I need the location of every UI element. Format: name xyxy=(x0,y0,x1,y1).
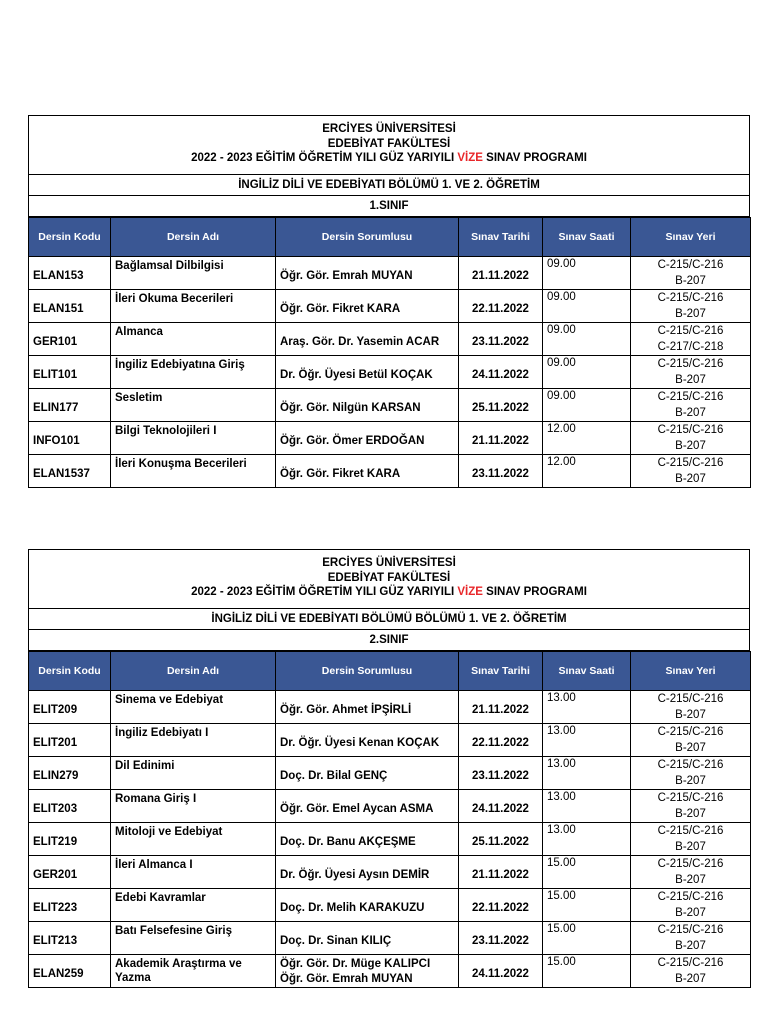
exam-time-text: 15.00 xyxy=(547,857,576,869)
course-code xyxy=(29,323,111,356)
course-code xyxy=(29,823,111,856)
table-row xyxy=(29,856,751,889)
exam-time xyxy=(543,691,631,724)
course-code-text: ELAN259 xyxy=(33,968,84,980)
course-code xyxy=(29,889,111,922)
exam-place xyxy=(631,922,751,955)
exam-date-text: 21.11.2022 xyxy=(472,270,529,282)
exam-place-line-1: C-215/C-216 xyxy=(657,259,724,271)
course-name xyxy=(111,389,276,422)
column-header: Sınav Saati xyxy=(543,652,631,691)
course-name-text: Bilgi Teknolojileri I xyxy=(115,425,217,437)
exam-place-line-2: B-207 xyxy=(675,473,706,485)
instructor xyxy=(276,922,459,955)
column-header: Dersin Sorumlusu xyxy=(276,218,459,257)
document-header xyxy=(28,549,750,609)
table-row xyxy=(29,323,751,356)
exam-place xyxy=(631,856,751,889)
column-header: Dersin Adı xyxy=(111,218,276,257)
instructor-text-2: Öğr. Gör. Emrah MUYAN xyxy=(280,973,413,985)
exam-time-text: 12.00 xyxy=(547,456,576,468)
class-title: 2.SINIF xyxy=(28,630,750,651)
exam-place xyxy=(631,955,751,988)
course-code-text: ELIT219 xyxy=(33,836,78,848)
exam-time-text: 09.00 xyxy=(547,291,576,303)
exam-date xyxy=(459,323,543,356)
course-code-text: ELIN279 xyxy=(33,770,79,782)
exam-date-text: 21.11.2022 xyxy=(472,704,529,716)
course-name xyxy=(111,356,276,389)
instructor-text: Dr. Öğr. Üyesi Betül KOÇAK xyxy=(280,368,433,381)
exam-place-line-2: B-207 xyxy=(675,808,706,820)
exam-time-text: 09.00 xyxy=(547,390,576,402)
exam-time xyxy=(543,790,631,823)
course-code-text: ELAN1537 xyxy=(33,468,90,480)
exam-date-text: 24.11.2022 xyxy=(472,968,529,980)
exam-time-text: 09.00 xyxy=(547,258,576,270)
course-name xyxy=(111,323,276,356)
course-name xyxy=(111,790,276,823)
faculty-name: EDEBİYAT FAKÜLTESİ xyxy=(327,137,451,150)
exam-time xyxy=(543,922,631,955)
course-name-text: İleri Almanca I xyxy=(115,859,193,871)
exam-place xyxy=(631,790,751,823)
exam-time xyxy=(543,290,631,323)
course-name-text: Mitoloji ve Edebiyat xyxy=(115,826,223,838)
exam-place xyxy=(631,691,751,724)
course-name-text: Sinema ve Edebiyat xyxy=(115,694,224,706)
exam-place-line-2: B-207 xyxy=(675,841,706,853)
table-row xyxy=(29,455,751,488)
course-code xyxy=(29,389,111,422)
instructor-text: Doç. Dr. Banu AKÇEŞME xyxy=(280,835,416,848)
exam-time xyxy=(543,422,631,455)
program-highlight: VİZE xyxy=(457,586,483,598)
course-code-text: ELIT203 xyxy=(33,803,78,815)
exam-date-text: 21.11.2022 xyxy=(472,869,529,881)
exam-date xyxy=(459,455,543,488)
course-name xyxy=(111,691,276,724)
column-header: Sınav Yeri xyxy=(631,652,751,691)
instructor xyxy=(276,856,459,889)
exam-date xyxy=(459,724,543,757)
instructor-text: Öğr. Gör. Fikret KARA xyxy=(280,467,401,480)
course-name-text: Almanca xyxy=(115,326,163,338)
program-highlight: VİZE xyxy=(457,152,483,164)
department-title: İNGİLİZ DİLİ VE EDEBİYATI BÖLÜMÜ BÖLÜMÜ 1. VE 2. ÖĞRETİM xyxy=(28,609,750,630)
table-row xyxy=(29,823,751,856)
instructor xyxy=(276,356,459,389)
exam-place xyxy=(631,257,751,290)
instructor-text: Öğr. Gör. Ömer ERDOĞAN xyxy=(280,434,425,447)
exam-place-line-1: C-215/C-216 xyxy=(657,358,724,370)
instructor-text: Doç. Dr. Bilal GENÇ xyxy=(280,769,388,782)
exam-date xyxy=(459,922,543,955)
column-header: Sınav Tarihi xyxy=(459,652,543,691)
course-code xyxy=(29,922,111,955)
exam-date-text: 21.11.2022 xyxy=(472,435,529,447)
exam-time xyxy=(543,389,631,422)
course-name xyxy=(111,823,276,856)
exam-table xyxy=(28,651,751,988)
table-row xyxy=(29,257,751,290)
exam-place-line-1: C-215/C-216 xyxy=(657,325,724,337)
table-row xyxy=(29,889,751,922)
course-name xyxy=(111,922,276,955)
exam-place-line-2: B-207 xyxy=(675,308,706,320)
instructor-text: Doç. Dr. Sinan KILIÇ xyxy=(280,934,392,947)
table-header-row xyxy=(29,218,751,257)
course-code xyxy=(29,257,111,290)
exam-date xyxy=(459,422,543,455)
table-header-row xyxy=(29,652,751,691)
course-name xyxy=(111,422,276,455)
table-row xyxy=(29,691,751,724)
exam-date-text: 23.11.2022 xyxy=(472,468,529,480)
university-name: ERCİYES ÜNİVERSİTESİ xyxy=(322,557,456,569)
course-code xyxy=(29,955,111,988)
exam-place-line-2: B-207 xyxy=(675,742,706,754)
university-name: ERCİYES ÜNİVERSİTESİ xyxy=(322,123,456,135)
table-row xyxy=(29,790,751,823)
exam-place xyxy=(631,823,751,856)
exam-time-text: 13.00 xyxy=(547,791,576,803)
exam-place-line-2: B-207 xyxy=(675,907,706,919)
course-code-text: ELAN153 xyxy=(33,270,84,282)
exam-time-text: 09.00 xyxy=(547,324,576,336)
exam-time xyxy=(543,257,631,290)
faculty-name: EDEBİYAT FAKÜLTESİ xyxy=(327,571,451,584)
exam-time xyxy=(543,856,631,889)
course-code xyxy=(29,757,111,790)
exam-place-line-2: B-207 xyxy=(675,973,706,985)
exam-date xyxy=(459,856,543,889)
course-code-text: ELIT101 xyxy=(33,369,78,381)
instructor-text: Öğr. Gör. Nilgün KARSAN xyxy=(280,401,421,414)
column-header: Dersin Sorumlusu xyxy=(276,652,459,691)
exam-date xyxy=(459,389,543,422)
course-name-text: İleri Konuşma Becerileri xyxy=(115,458,247,470)
exam-place xyxy=(631,389,751,422)
exam-date xyxy=(459,257,543,290)
exam-place-line-2: B-207 xyxy=(675,407,706,419)
exam-date xyxy=(459,691,543,724)
exam-place-line-1: C-215/C-216 xyxy=(657,924,724,936)
course-code xyxy=(29,356,111,389)
instructor xyxy=(276,323,459,356)
exam-date-text: 24.11.2022 xyxy=(472,369,529,381)
exam-place-line-2: B-207 xyxy=(675,440,706,452)
course-code-text: ELIT209 xyxy=(33,704,78,716)
course-code xyxy=(29,856,111,889)
exam-time xyxy=(543,724,631,757)
course-code-text: ELIT213 xyxy=(33,935,78,947)
course-code-text: INFO101 xyxy=(33,435,80,447)
exam-place-line-1: C-215/C-216 xyxy=(657,825,724,837)
course-name-text: Bağlamsal Dilbilgisi xyxy=(115,260,224,272)
course-name-text: Batı Felsefesine Giriş xyxy=(115,925,232,937)
column-header: Sınav Yeri xyxy=(631,218,751,257)
program-title: 2022 - 2023 EĞİTİM ÖĞRETİM YILI GÜZ YARIYILI VİZE SINAV PROGRAMI xyxy=(191,586,587,598)
program-title: 2022 - 2023 EĞİTİM ÖĞRETİM YILI GÜZ YARIYILI VİZE SINAV PROGRAMI xyxy=(191,152,587,164)
department-title: İNGİLİZ DİLİ VE EDEBİYATI BÖLÜMÜ 1. VE 2. ÖĞRETİM xyxy=(28,175,750,196)
exam-place-line-2: B-207 xyxy=(675,275,706,287)
course-code xyxy=(29,724,111,757)
column-header: Sınav Saati xyxy=(543,218,631,257)
column-header: Sınav Tarihi xyxy=(459,218,543,257)
course-code xyxy=(29,455,111,488)
exam-date-text: 22.11.2022 xyxy=(472,737,529,749)
table-row xyxy=(29,757,751,790)
exam-date xyxy=(459,757,543,790)
course-name-text: Dil Edinimi xyxy=(115,760,175,772)
instructor-text: Öğr. Gör. Dr. Müge KALIPCI xyxy=(280,958,431,970)
exam-date xyxy=(459,823,543,856)
exam-place-line-1: C-215/C-216 xyxy=(657,891,724,903)
exam-date-text: 22.11.2022 xyxy=(472,902,529,914)
course-code-text: ELIT201 xyxy=(33,737,78,749)
course-name xyxy=(111,955,276,988)
exam-place xyxy=(631,455,751,488)
exam-date xyxy=(459,356,543,389)
course-code-text: ELIT223 xyxy=(33,902,78,914)
table-row xyxy=(29,724,751,757)
exam-time-text: 15.00 xyxy=(547,890,576,902)
exam-time xyxy=(543,757,631,790)
instructor xyxy=(276,724,459,757)
instructor xyxy=(276,955,459,988)
exam-date-text: 24.11.2022 xyxy=(472,803,529,815)
instructor xyxy=(276,290,459,323)
exam-time-text: 13.00 xyxy=(547,692,576,704)
exam-place xyxy=(631,889,751,922)
course-code xyxy=(29,691,111,724)
instructor-text: Öğr. Gör. Fikret KARA xyxy=(280,302,401,315)
column-header: Dersin Kodu xyxy=(29,218,111,257)
instructor xyxy=(276,422,459,455)
instructor-text: Doç. Dr. Melih KARAKUZU xyxy=(280,901,425,914)
instructor xyxy=(276,389,459,422)
exam-time xyxy=(543,323,631,356)
course-name-text: İngiliz Edebiyatına Giriş xyxy=(115,359,245,371)
instructor xyxy=(276,691,459,724)
exam-date-text: 23.11.2022 xyxy=(472,336,529,348)
table-row xyxy=(29,356,751,389)
instructor xyxy=(276,455,459,488)
exam-place-line-2: B-207 xyxy=(675,940,706,952)
exam-time xyxy=(543,823,631,856)
instructor xyxy=(276,823,459,856)
course-name xyxy=(111,455,276,488)
table-row xyxy=(29,389,751,422)
exam-time xyxy=(543,455,631,488)
instructor xyxy=(276,889,459,922)
exam-place xyxy=(631,323,751,356)
course-name-text: Akademik Araştırma ve Yazma xyxy=(115,958,242,984)
exam-place-line-2: B-207 xyxy=(675,775,706,787)
course-name xyxy=(111,290,276,323)
instructor-text: Araş. Gör. Dr. Yasemin ACAR xyxy=(280,335,440,348)
exam-place xyxy=(631,757,751,790)
exam-place-line-2: B-207 xyxy=(675,874,706,886)
exam-place-line-1: C-215/C-216 xyxy=(657,759,724,771)
exam-date-text: 23.11.2022 xyxy=(472,935,529,947)
instructor xyxy=(276,757,459,790)
exam-time-text: 12.00 xyxy=(547,423,576,435)
exam-place xyxy=(631,290,751,323)
course-name xyxy=(111,724,276,757)
table-row xyxy=(29,422,751,455)
instructor xyxy=(276,790,459,823)
exam-date xyxy=(459,290,543,323)
course-name xyxy=(111,856,276,889)
exam-place-line-1: C-215/C-216 xyxy=(657,792,724,804)
exam-place-line-1: C-215/C-216 xyxy=(657,957,724,969)
exam-time-text: 15.00 xyxy=(547,956,576,968)
exam-place-line-1: C-215/C-216 xyxy=(657,457,724,469)
exam-date-text: 22.11.2022 xyxy=(472,303,529,315)
instructor-text: Dr. Öğr. Üyesi Aysın DEMİR xyxy=(280,868,430,881)
exam-place xyxy=(631,724,751,757)
course-name xyxy=(111,889,276,922)
course-code-text: ELIN177 xyxy=(33,402,79,414)
course-code xyxy=(29,422,111,455)
course-name xyxy=(111,757,276,790)
course-code-text: GER201 xyxy=(33,869,78,881)
instructor xyxy=(276,257,459,290)
course-name-text: İleri Okuma Becerileri xyxy=(115,293,234,305)
exam-date xyxy=(459,889,543,922)
exam-date xyxy=(459,790,543,823)
course-name-text: Romana Giriş I xyxy=(115,793,197,805)
exam-date xyxy=(459,955,543,988)
exam-place-line-2: B-207 xyxy=(675,374,706,386)
exam-schedule-2nd-year xyxy=(28,549,750,988)
exam-place-line-1: C-215/C-216 xyxy=(657,292,724,304)
course-code-text: ELAN151 xyxy=(33,303,84,315)
course-name xyxy=(111,257,276,290)
instructor-text: Öğr. Gör. Emel Aycan ASMA xyxy=(280,802,434,815)
exam-place-line-2: B-207 xyxy=(675,709,706,721)
exam-time xyxy=(543,955,631,988)
course-code xyxy=(29,790,111,823)
column-header: Dersin Kodu xyxy=(29,652,111,691)
course-name-text: İngiliz Edebiyatı I xyxy=(115,727,209,739)
exam-time-text: 13.00 xyxy=(547,824,576,836)
exam-place xyxy=(631,356,751,389)
course-code xyxy=(29,290,111,323)
exam-time-text: 09.00 xyxy=(547,357,576,369)
class-title: 1.SINIF xyxy=(28,196,750,217)
exam-date-text: 23.11.2022 xyxy=(472,770,529,782)
exam-place xyxy=(631,422,751,455)
exam-time xyxy=(543,889,631,922)
course-name-text: Edebi Kavramlar xyxy=(115,892,206,904)
table-row xyxy=(29,290,751,323)
exam-place-line-1: C-215/C-216 xyxy=(657,424,724,436)
exam-date-text: 25.11.2022 xyxy=(472,402,529,414)
exam-place-line-1: C-215/C-216 xyxy=(657,391,724,403)
exam-table xyxy=(28,217,751,488)
exam-date-text: 25.11.2022 xyxy=(472,836,529,848)
course-code-text: GER101 xyxy=(33,336,78,348)
column-header: Dersin Adı xyxy=(111,652,276,691)
instructor-text: Öğr. Gör. Emrah MUYAN xyxy=(280,269,413,282)
table-row xyxy=(29,922,751,955)
exam-place-line-1: C-215/C-216 xyxy=(657,693,724,705)
exam-place-line-2: C-217/C-218 xyxy=(657,341,724,353)
document-header xyxy=(28,115,750,175)
exam-time-text: 15.00 xyxy=(547,923,576,935)
table-row xyxy=(29,955,751,988)
exam-time-text: 13.00 xyxy=(547,725,576,737)
exam-place-line-1: C-215/C-216 xyxy=(657,726,724,738)
exam-time-text: 13.00 xyxy=(547,758,576,770)
exam-place-line-1: C-215/C-216 xyxy=(657,858,724,870)
instructor-text: Dr. Öğr. Üyesi Kenan KOÇAK xyxy=(280,736,440,749)
instructor-text: Öğr. Gör. Ahmet İPŞİRLİ xyxy=(280,703,412,716)
exam-time xyxy=(543,356,631,389)
course-name-text: Sesletim xyxy=(115,392,163,404)
exam-schedule-1st-year xyxy=(28,115,750,488)
